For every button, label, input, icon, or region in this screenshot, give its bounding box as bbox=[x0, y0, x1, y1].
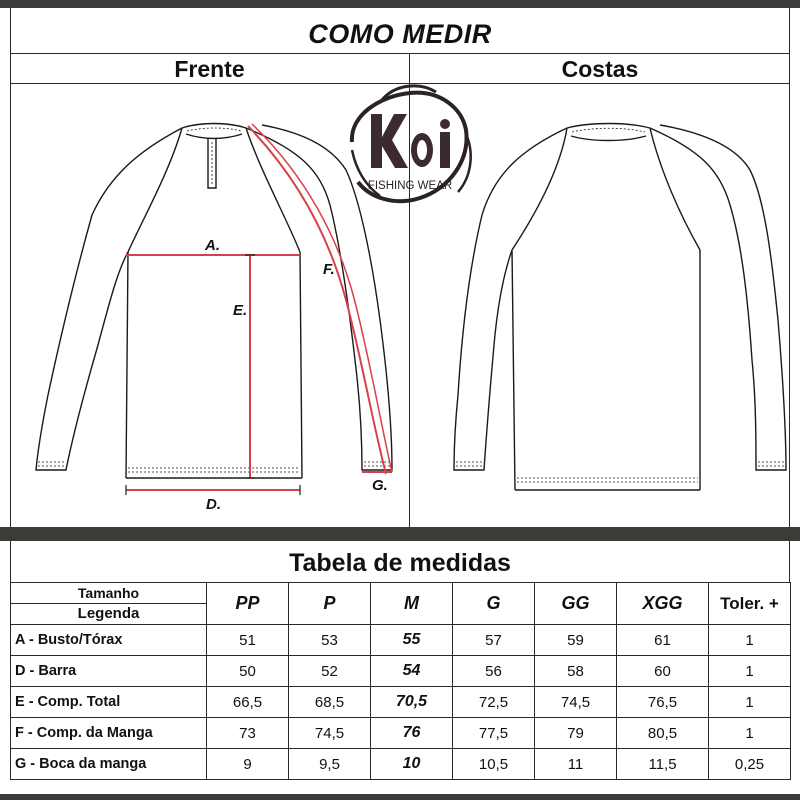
table-cell: 58 bbox=[535, 656, 617, 687]
table-cell: 73 bbox=[207, 718, 289, 749]
row-label: A - Busto/Tórax bbox=[11, 625, 207, 656]
label-g: G. bbox=[372, 477, 388, 494]
table-cell: 57 bbox=[453, 625, 535, 656]
table-cell: 72,5 bbox=[453, 687, 535, 718]
table-cell: 52 bbox=[289, 656, 371, 687]
back-shirt-outline bbox=[454, 124, 786, 491]
row-label: E - Comp. Total bbox=[11, 687, 207, 718]
front-view-title: Frente bbox=[174, 55, 245, 82]
size-table bbox=[10, 582, 791, 780]
table-row bbox=[11, 718, 791, 749]
label-f: F. bbox=[323, 261, 335, 278]
label-a: A. bbox=[205, 237, 220, 254]
table-row bbox=[11, 687, 791, 718]
tolerance-cell: 1 bbox=[709, 625, 791, 656]
table-cell: 11,5 bbox=[617, 749, 709, 780]
logo-tagline: FISHING WEAR bbox=[367, 180, 453, 192]
middle-frame-bar bbox=[0, 527, 800, 541]
table-cell: 76,5 bbox=[617, 687, 709, 718]
table-cell: 66,5 bbox=[207, 687, 289, 718]
table-cell: 54 bbox=[371, 656, 453, 687]
table-row bbox=[11, 656, 791, 687]
table-title: Tabela de medidas bbox=[289, 548, 511, 577]
bottom-frame-bar bbox=[0, 794, 800, 800]
size-header: P bbox=[289, 583, 371, 625]
table-cell: 55 bbox=[371, 625, 453, 656]
table-cell: 76 bbox=[371, 718, 453, 749]
table-cell: 51 bbox=[207, 625, 289, 656]
tolerance-cell: 1 bbox=[709, 656, 791, 687]
table-row bbox=[11, 749, 791, 780]
table-cell: 9,5 bbox=[289, 749, 371, 780]
measurement-ticks bbox=[126, 255, 300, 495]
row-label: D - Barra bbox=[11, 656, 207, 687]
label-d: D. bbox=[206, 496, 221, 513]
front-shirt-outline bbox=[36, 124, 392, 479]
title-divider bbox=[10, 53, 790, 54]
table-cell: 74,5 bbox=[289, 718, 371, 749]
tolerance-cell: 1 bbox=[709, 718, 791, 749]
page-title: COMO MEDIR bbox=[308, 18, 492, 49]
measure-f-line-inner bbox=[252, 124, 392, 472]
table-cell: 11 bbox=[535, 749, 617, 780]
size-header: GG bbox=[535, 583, 617, 625]
table-row bbox=[11, 625, 791, 656]
table-cell: 59 bbox=[535, 625, 617, 656]
table-header-row bbox=[11, 583, 791, 625]
size-header: G bbox=[453, 583, 535, 625]
table-cell: 68,5 bbox=[289, 687, 371, 718]
table-cell: 77,5 bbox=[453, 718, 535, 749]
size-header: M bbox=[371, 583, 453, 625]
table-cell: 61 bbox=[617, 625, 709, 656]
back-stitching bbox=[456, 128, 784, 482]
table-cell: 9 bbox=[207, 749, 289, 780]
front-stitching bbox=[38, 128, 390, 472]
table-cell: 60 bbox=[617, 656, 709, 687]
back-view-title: Costas bbox=[561, 55, 639, 82]
label-e: E. bbox=[233, 302, 248, 319]
garment-diagram bbox=[10, 84, 790, 524]
size-header: PP bbox=[207, 583, 289, 625]
table-corner-header bbox=[11, 583, 207, 625]
measure-f-line bbox=[248, 126, 386, 474]
table-cell: 80,5 bbox=[617, 718, 709, 749]
table-cell: 53 bbox=[289, 625, 371, 656]
corner-label-size: Tamanho bbox=[77, 585, 140, 601]
corner-label-legend: Legenda bbox=[77, 605, 140, 622]
table-cell: 56 bbox=[453, 656, 535, 687]
tolerance-header: Toler. + bbox=[709, 583, 791, 625]
table-cell: 74,5 bbox=[535, 687, 617, 718]
row-label: G - Boca da manga bbox=[11, 749, 207, 780]
tolerance-cell: 0,25 bbox=[709, 749, 791, 780]
table-cell: 10 bbox=[371, 749, 453, 780]
table-cell: 10,5 bbox=[453, 749, 535, 780]
top-frame-bar bbox=[0, 0, 800, 8]
table-cell: 79 bbox=[535, 718, 617, 749]
measurement-lines bbox=[126, 124, 392, 490]
koi-logo bbox=[352, 86, 471, 201]
row-label: F - Comp. da Manga bbox=[11, 718, 207, 749]
tolerance-cell: 1 bbox=[709, 687, 791, 718]
table-cell: 50 bbox=[207, 656, 289, 687]
table-cell: 70,5 bbox=[371, 687, 453, 718]
size-header: XGG bbox=[617, 583, 709, 625]
